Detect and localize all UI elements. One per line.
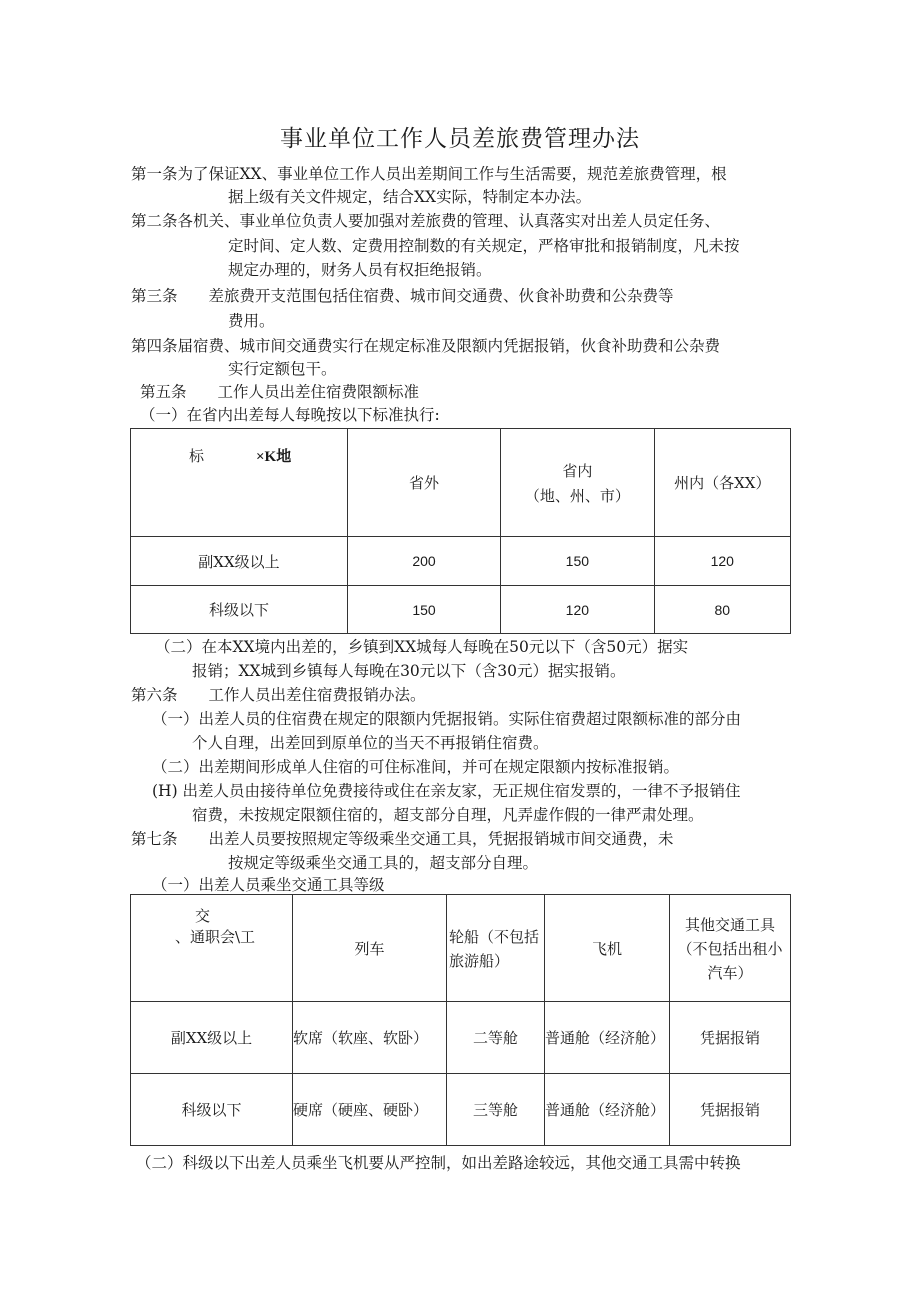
article-2-line-1: 第二条各机关、事业单位负责人要加强对差旅费的管理、认真落实对出差人员定任务、 (131, 212, 721, 230)
article-5-item-1: （一）在省内出差每人每晚按以下标准执行: (140, 406, 440, 424)
header-line: 轮船（不包括 (449, 927, 540, 946)
article-7-item-2-line-1: （二）科级以下出差人员乘坐飞机要从严控制，如出差路途较远，其他交通工具需中转换 (136, 1154, 741, 1172)
table-cell: 120 (501, 586, 654, 634)
table-corner-cell (131, 895, 293, 1002)
table-cell: 80 (654, 586, 790, 634)
article-3-line-1: 第三条 差旅费开支范围包括住宿费、城市间交通费、伙食补助费和公杂费等 (131, 287, 674, 305)
table-cell: 150 (501, 537, 654, 586)
header-cell (447, 895, 545, 1002)
header-cell: 州内（各XX） (654, 429, 790, 537)
article-4-line-2: 实行定额包干。 (228, 360, 337, 378)
article-6-item-1-line-2: 个人自理，出差回到原单位的当天不再报销住宿费。 (192, 734, 549, 752)
article-1-line-1: 第一条为了保证XX、事业单位工作人员出差期间工作与生活需要，规范差旅费管理，根 (131, 165, 727, 183)
table-cell: 二等舱 (447, 1002, 545, 1074)
header-line: 省内 (562, 461, 593, 480)
header-line: （不包括出租小 (677, 939, 783, 958)
article-4-line-1: 第四条届宿费、城市间交通费实行在规定标准及限额内凭据报销，伙食补助费和公杂费 (131, 337, 721, 355)
article-6-item-3-line-1: (H) 出差人员由接待单位免费接待或住在亲友家，无正规住宿发票的，一律不予报销住 (152, 782, 741, 800)
article-6-heading: 第六条 工作人员出差住宿费报销办法。 (131, 686, 426, 704)
article-7-item-1: （一）出差人员乘坐交通工具等级 (152, 876, 385, 894)
table-cell: 普通舱（经济舱） (545, 1002, 670, 1074)
table-corner-cell (131, 429, 348, 537)
row-label: 科级以下 (131, 1074, 293, 1146)
article-2-line-3: 规定办理的，财务人员有权拒绝报销。 (228, 261, 492, 279)
article-5-heading: 第五条 工作人员出差住宿费限额标准 (140, 383, 420, 401)
table-cell: 硬席（硬座、硬卧） (293, 1074, 447, 1146)
row-label: 副XX级以上 (131, 537, 348, 586)
table-cell: 普通舱（经济舱） (545, 1074, 670, 1146)
table-cell: 150 (347, 586, 500, 634)
article-7-line-2: 按规定等级乘坐交通工具的，超支部分自理。 (228, 854, 539, 872)
table-header-row (131, 429, 791, 537)
row-label: 科级以下 (131, 586, 348, 634)
transport-class-table (130, 894, 791, 1146)
header-cell: 飞机 (545, 895, 670, 1002)
table-cell: 200 (347, 537, 500, 586)
corner-label-left: 标 (189, 447, 205, 465)
table-cell: 三等舱 (447, 1074, 545, 1146)
article-6-item-2: （二）出差期间形成单人住宿的可住标准间，并可在规定限额内按标准报销。 (152, 758, 680, 776)
page-title: 事业单位工作人员差旅费管理办法 (280, 126, 640, 152)
table-row (131, 1002, 791, 1074)
header-cell (670, 895, 791, 1002)
article-6-item-3-line-2: 宿费，未按规定限额住宿的，超支部分自理，凡弄虚作假的一律严肃处理。 (192, 806, 704, 824)
article-5-item-2-line-2: 报销；XX城到乡镇每人每晚在30元以下（含30元）据实报销。 (192, 662, 626, 680)
row-label: 副XX级以上 (131, 1002, 293, 1074)
lodging-limit-table (130, 428, 791, 634)
article-3-line-2: 费用。 (228, 312, 275, 330)
header-cell (501, 429, 654, 537)
article-7-line-1: 第七条 出差人员要按照规定等级乘坐交通工具，凭据报销城市间交通费，未 (131, 830, 674, 848)
article-1-line-2: 据上级有关文件规定，结合XX实际，特制定本办法。 (228, 188, 592, 206)
table-cell: 软席（软座、软卧） (293, 1002, 447, 1074)
article-5-item-2-line-1: （二）在本XX境内出差的，乡镇到XX城每人每晚在50元以下（含50元）据实 (155, 638, 689, 656)
corner-label-bottom: 、通职会\工 (175, 928, 256, 946)
header-line: （地、州、市） (524, 486, 630, 505)
table-header-row (131, 895, 791, 1002)
header-cell: 列车 (293, 895, 447, 1002)
corner-label-top: 交 (195, 907, 211, 925)
header-line: 汽车） (707, 963, 753, 982)
table-row (131, 1074, 791, 1146)
corner-label-right: ×K地 (256, 449, 292, 465)
header-cell: 省外 (347, 429, 500, 537)
table-cell: 凭据报销 (670, 1002, 791, 1074)
table-row (131, 537, 791, 586)
article-6-item-1-line-1: （一）出差人员的住宿费在规定的限额内凭据报销。实际住宿费超过限额标准的部分由 (152, 710, 742, 728)
table-cell: 凭据报销 (670, 1074, 791, 1146)
header-line: 其他交通工具 (684, 915, 775, 934)
table-row (131, 586, 791, 634)
header-line: 旅游船） (449, 951, 510, 970)
article-2-line-2: 定时间、定人数、定费用控制数的有关规定，严格审批和报销制度，凡未按 (228, 237, 740, 255)
table-cell: 120 (654, 537, 790, 586)
